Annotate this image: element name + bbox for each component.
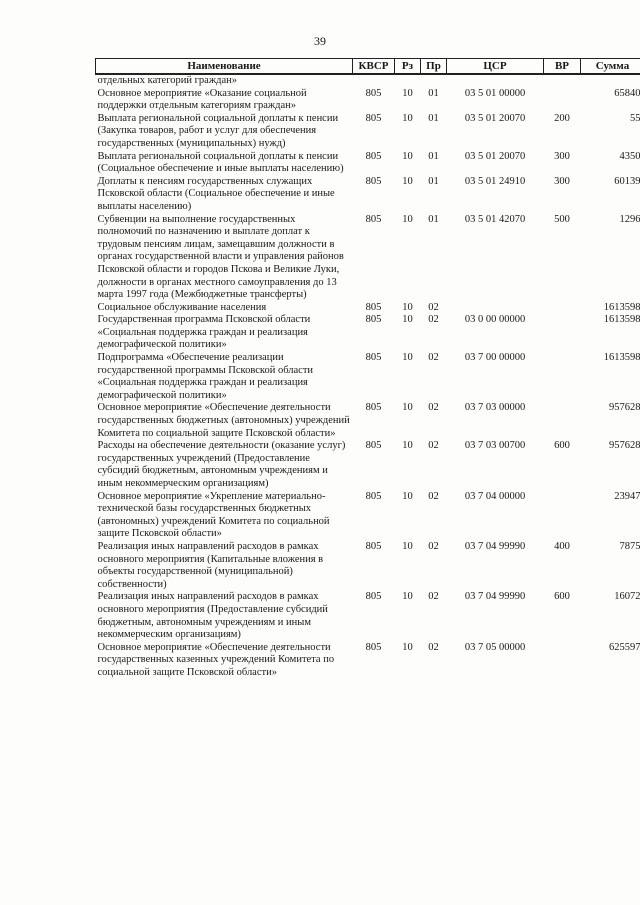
cell-name: Государственная программа Псковской области «Социальная поддержка граждан и реализация демографической политики» xyxy=(97,314,311,351)
header-kvsr: КВСР xyxy=(353,59,395,75)
cell-vr xyxy=(544,302,581,315)
cell-rz: 10 xyxy=(402,213,413,225)
cell-pr: 02 xyxy=(428,402,439,414)
cell-sum: 1613598 xyxy=(603,314,640,326)
header-pr: Пр xyxy=(421,59,447,75)
header-rz: Рз xyxy=(395,59,421,75)
cell-csr: 03 5 01 24910 xyxy=(464,175,526,187)
table-row xyxy=(96,314,640,352)
cell-csr: 03 7 00 00000 xyxy=(464,352,526,364)
cell-rz: 10 xyxy=(402,150,413,162)
cell-pr: 01 xyxy=(428,175,439,187)
cell-pr: 02 xyxy=(428,490,439,502)
cell-kvsr: 805 xyxy=(365,490,382,502)
cell-pr: 02 xyxy=(428,352,439,364)
cell-kvsr: 805 xyxy=(365,352,382,364)
cell-sum xyxy=(581,74,640,88)
cell-name: Реализация иных направлений расходов в рамках основного мероприятия (Предоставление субсидий бюджетным, автономным учреждениям и иным некоммерческим организациям) xyxy=(97,591,328,641)
budget-table xyxy=(95,58,640,680)
table-body xyxy=(96,74,640,680)
cell-sum: 16072 xyxy=(614,591,640,603)
page-number: 39 xyxy=(314,34,326,48)
cell-sum: 957628 xyxy=(609,440,640,452)
cell-csr xyxy=(447,302,544,315)
cell-pr: 02 xyxy=(428,591,439,603)
cell-name: Доплаты к пенсиям государственных служащих Псковской области (Социальное обеспечение и иные выплаты населению) xyxy=(97,175,335,212)
cell-rz: 10 xyxy=(402,490,413,502)
cell-rz: 10 xyxy=(402,314,413,326)
cell-pr: 02 xyxy=(428,314,439,326)
cell-kvsr: 805 xyxy=(365,175,382,187)
cell-name: Основное мероприятие «Оказание социальной поддержки отдельным категориям граждан» xyxy=(97,87,307,112)
cell-vr: 300 xyxy=(554,175,570,187)
table-row xyxy=(96,151,640,176)
cell-pr: 02 xyxy=(428,641,439,653)
cell-vr xyxy=(544,352,581,402)
table-row xyxy=(96,642,640,680)
cell-pr: 02 xyxy=(428,301,439,313)
cell-kvsr: 805 xyxy=(365,87,382,99)
table-row xyxy=(96,352,640,402)
table-row xyxy=(96,176,640,214)
cell-vr xyxy=(544,88,581,113)
cell-sum: 60139 xyxy=(614,175,640,187)
cell-name: Реализация иных направлений расходов в рамках основного мероприятия (Капитальные вложения в объекты государственной (муниципальной) собственности) xyxy=(97,540,324,590)
cell-csr: 03 7 04 00000 xyxy=(464,490,526,502)
cell-csr: 03 7 05 00000 xyxy=(464,641,526,653)
header-csr: ЦСР xyxy=(447,59,544,75)
cell-kvsr: 805 xyxy=(365,301,382,313)
cell-rz: 10 xyxy=(402,402,413,414)
header-name: Наименование xyxy=(96,59,353,75)
cell-sum: 957628 xyxy=(609,402,640,414)
table-row xyxy=(96,74,640,88)
cell-name: Выплата региональной социальной доплаты к пенсии (Закупка товаров, работ и услуг для обеспечения государственных (муниципальных) нужд) xyxy=(97,112,339,149)
cell-vr xyxy=(544,491,581,541)
cell-rz: 10 xyxy=(402,440,413,452)
cell-name: Подпрограмма «Обеспечение реализации государственной программы Псковской области «Социальная поддержка граждан и реализация демографической политики» xyxy=(97,352,314,401)
table-row xyxy=(96,491,640,541)
cell-sum: 23947 xyxy=(614,490,640,502)
cell-sum: 1296 xyxy=(619,213,640,225)
cell-pr: 02 xyxy=(428,540,439,552)
cell-vr: 400 xyxy=(554,540,570,552)
cell-csr: 03 7 03 00000 xyxy=(464,402,526,414)
cell-kvsr: 805 xyxy=(365,402,382,414)
cell-rz: 10 xyxy=(402,591,413,603)
table-row xyxy=(96,591,640,641)
cell-pr: 01 xyxy=(428,150,439,162)
header-vr: ВР xyxy=(544,59,581,75)
cell-vr: 500 xyxy=(554,213,570,225)
cell-sum: 7875 xyxy=(619,540,640,552)
cell-vr: 300 xyxy=(554,150,570,162)
table-row xyxy=(96,214,640,302)
cell-name: Расходы на обеспечение деятельности (оказание услуг) государственных учреждений (Предоставление субсидий бюджетным, автономным учреждениям и иным некоммерческим организациям) xyxy=(97,440,346,489)
cell-name: Субвенции на выполнение государственных полномочий по назначению и выплате доплат к трудовым пенсиям лицам, замещавшим должности в органах государственной власти и управления районов Псковской области и городов Пскова и Великие Луки, должности в органах местного самоуправления до 13 марта 1997 года (Межбюджетные трансферты) xyxy=(97,213,344,301)
cell-kvsr: 805 xyxy=(365,150,382,162)
cell-rz: 10 xyxy=(402,175,413,187)
cell-pr: 02 xyxy=(428,440,439,452)
cell-rz: 10 xyxy=(402,301,413,313)
cell-name: отдельных категорий граждан» xyxy=(97,75,237,86)
cell-kvsr: 805 xyxy=(365,213,382,225)
cell-pr: 01 xyxy=(428,87,439,99)
cell-rz: 10 xyxy=(402,641,413,653)
cell-sum: 625597 xyxy=(609,641,640,653)
cell-vr xyxy=(544,642,581,680)
cell-rz: 10 xyxy=(402,540,413,552)
cell-csr: 03 5 01 20070 xyxy=(464,150,526,162)
cell-rz: 10 xyxy=(402,112,413,124)
cell-vr: 600 xyxy=(554,440,570,452)
table-row xyxy=(96,440,640,490)
cell-rz: 10 xyxy=(402,87,413,99)
cell-kvsr xyxy=(353,74,395,88)
cell-csr: 03 5 01 42070 xyxy=(464,213,526,225)
cell-kvsr: 805 xyxy=(365,591,382,603)
cell-pr: 01 xyxy=(428,213,439,225)
cell-name: Социальное обслуживание населения xyxy=(97,301,267,313)
cell-pr: 01 xyxy=(428,112,439,124)
cell-sum: 65840 xyxy=(614,87,640,99)
cell-vr xyxy=(544,74,581,88)
table-row xyxy=(96,402,640,440)
cell-vr xyxy=(544,314,581,352)
cell-csr: 03 7 03 00700 xyxy=(464,440,526,452)
table-row xyxy=(96,88,640,113)
cell-vr: 600 xyxy=(554,591,570,603)
table-header xyxy=(96,59,640,75)
header-row xyxy=(96,59,640,75)
cell-csr: 03 5 01 00000 xyxy=(464,87,526,99)
cell-name: Основное мероприятие «Укрепление материально-технической базы государственных бюджетных (автономных) учреждений Комитета по социальной защите Псковской области» xyxy=(97,490,330,540)
cell-csr: 03 5 01 20070 xyxy=(464,112,526,124)
table-row xyxy=(96,302,640,315)
table-row xyxy=(96,541,640,591)
cell-rz xyxy=(395,74,421,88)
cell-csr: 03 0 00 00000 xyxy=(464,314,526,326)
cell-sum: 55 xyxy=(630,112,640,124)
cell-kvsr: 805 xyxy=(365,314,382,326)
cell-sum: 4350 xyxy=(619,150,640,162)
cell-name: Основное мероприятие «Обеспечение деятельности государственных казенных учреждений Комитета по социальной защите Псковской области» xyxy=(97,641,335,678)
cell-sum: 1613598 xyxy=(603,352,640,364)
cell-csr: 03 7 04 99990 xyxy=(464,540,526,552)
header-sum: Сумма xyxy=(581,59,640,75)
cell-sum: 1613598 xyxy=(603,301,640,313)
cell-vr: 200 xyxy=(554,112,570,124)
cell-csr: 03 7 04 99990 xyxy=(464,591,526,603)
cell-name: Выплата региональной социальной доплаты к пенсии (Социальное обеспечение и иные выплаты населению) xyxy=(97,150,344,175)
cell-vr xyxy=(544,402,581,440)
cell-csr xyxy=(447,74,544,88)
cell-kvsr: 805 xyxy=(365,440,382,452)
cell-kvsr: 805 xyxy=(365,641,382,653)
cell-pr xyxy=(421,74,447,88)
table-row xyxy=(96,113,640,151)
cell-kvsr: 805 xyxy=(365,112,382,124)
cell-rz: 10 xyxy=(402,352,413,364)
cell-name: Основное мероприятие «Обеспечение деятельности государственных бюджетных (автономных) учреждений Комитета по социальной защите Псковской области» xyxy=(97,402,350,439)
cell-kvsr: 805 xyxy=(365,540,382,552)
